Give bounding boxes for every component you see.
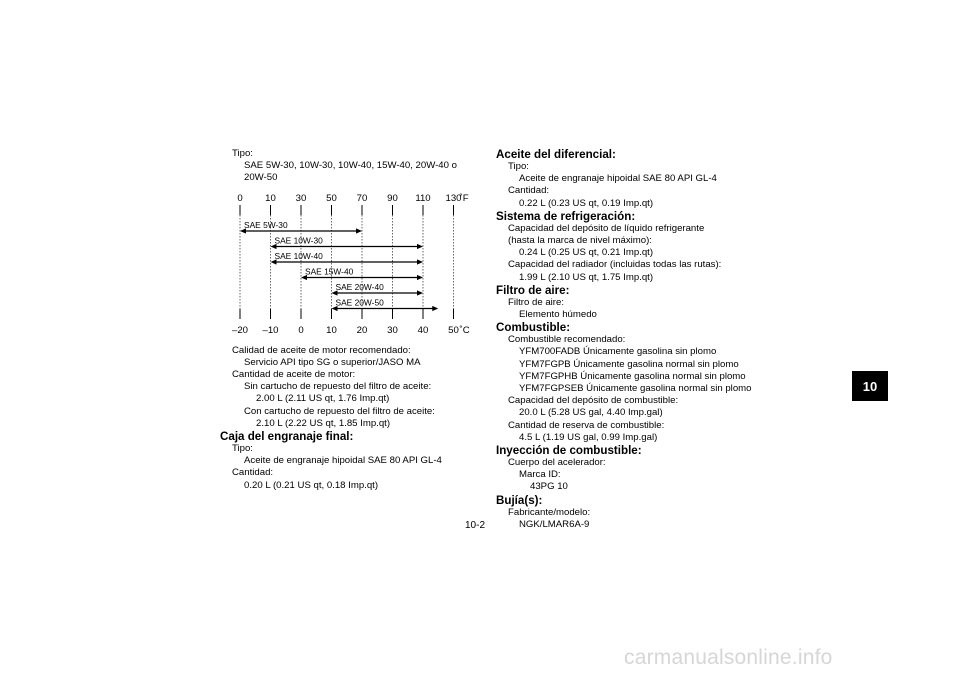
fuel-tank-label: Capacidad del depósito de combustible: [508,395,679,407]
fuel-reserve-value: 4.5 L (1.19 US gal, 0.99 Imp.gal) [519,431,658,443]
fuel-model-item: YFM7FGPHB Únicamente gasolina normal sin plomo [519,370,746,382]
throttle-body-label: Cuerpo del acelerador: [508,457,606,469]
spark-plug-label: Fabricante/modelo: [508,506,591,518]
range-bar-arrow-right [417,290,423,295]
celsius-tick-label: –20 [231,324,249,336]
coolant-reservoir-value: 0.24 L (0.25 US qt, 0.21 Imp.qt) [519,247,654,259]
fuel-tank-value: 20.0 L (5.28 US gal, 4.40 Imp.gal) [519,407,663,419]
final-gear-quantity-label: Cantidad: [232,467,274,479]
coolant-reservoir-label: Capacidad del depósito de líquido refrigerante (hasta la marca de nivel máximo): [508,222,705,247]
watermark: carmanualsonline.info [624,646,833,669]
fuel-reserve-label: Cantidad de reserva de combustible: [508,419,665,431]
air-filter-heading: Filtro de aire: [496,283,570,297]
fahrenheit-tick-label: 70 [356,192,368,204]
range-bar-label: SAE 15W-40 [305,266,354,277]
range-bar-arrow-right [417,244,423,249]
with-filter-value: 2.10 L (2.22 US qt, 1.85 Imp.qt) [256,417,391,429]
celsius-tick-label: 40 [417,324,429,336]
range-bar-label: SAE 10W-30 [274,235,323,246]
spark-plug-heading: Bujía(s): [496,493,543,507]
differential-type-value: Aceite de engranaje hipoidal SAE 80 API GL-4 [519,173,717,185]
fahrenheit-tick-label: 10 [265,192,276,204]
celsius-tick-label: 30 [387,324,398,336]
viscosity-chart [228,191,470,339]
fahrenheit-tick-label: 30 [295,192,307,204]
right-column [496,148,752,531]
range-bar-label: SAE 20W-50 [335,297,384,308]
fuel-heading: Combustible: [496,321,571,335]
celsius-tick-label: 20 [356,324,368,336]
fuel-model-item: YFM7FGPSEB Únicamente gasolina normal sin plomo [519,383,752,395]
page-number: 10-2 [465,520,486,531]
range-bar-label: SAE 5W-30 [244,219,288,230]
fahrenheit-tick-label: 110 [415,192,431,204]
spark-plug-value: NGK/LMAR6A-9 [519,518,590,530]
fahrenheit-unit-label: ˚F [459,192,469,204]
celsius-tick-label: 10 [326,324,337,336]
range-bar-arrow-right [432,306,438,311]
differential-quantity-label: Cantidad: [508,185,550,197]
id-mark-value: 43PG 10 [530,481,568,493]
oil-quantity-label: Cantidad de aceite de motor: [232,369,356,381]
air-filter-value: Elemento húmedo [519,309,597,321]
without-filter-value: 2.00 L (2.11 US qt, 1.76 Imp.qt) [256,393,390,405]
fahrenheit-tick-label: 50 [326,192,337,204]
chapter-tab: 10 [852,371,888,401]
oil-quality-label: Calidad de aceite de motor recomendado: [232,344,411,356]
celsius-tick-label: 0 [298,324,304,336]
radiator-capacity-label: Capacidad del radiador (incluidas todas las rutas): [508,259,722,271]
differential-quantity-value: 0.22 L (0.23 US qt, 0.19 Imp.qt) [519,197,654,209]
air-filter-label: Filtro de aire: [508,296,564,308]
fahrenheit-tick-label: 0 [237,192,243,204]
range-bar-label: SAE 10W-40 [274,250,323,261]
celsius-tick-label: 50 [448,324,459,336]
id-mark-label: Marca ID: [519,469,561,481]
final-gear-type-value: Aceite de engranaje hipoidal SAE 80 API GL-4 [244,455,442,467]
differential-type-label: Tipo: [508,161,529,172]
oil-quality-value: Servicio API tipo SG o superior/JASO MA [244,356,421,368]
celsius-unit-label: ˚C [459,324,470,336]
fuel-model-item: YFM700FADB Únicamente gasolina sin plomo [519,346,717,358]
celsius-tick-label: –10 [262,324,279,336]
fahrenheit-tick-label: 130 [445,192,462,204]
final-gear-heading: Caja del engranaje final: [220,430,354,444]
range-bar-arrow-right [417,259,423,264]
left-column [220,148,472,492]
oil-type-label: Tipo: [232,148,253,159]
fuel-recommended-label: Combustible recomendado: [508,334,626,346]
cooling-heading: Sistema de refrigeración: [496,209,636,223]
oil-type-value: SAE 5W-30, 10W-30, 10W-40, 15W-40, 20W-40 o 20W-50 [244,160,457,184]
without-filter-label: Sin cartucho de repuesto del filtro de aceite: [244,381,432,393]
range-bar-arrow-right [417,275,423,280]
final-gear-quantity-value: 0.20 L (0.21 US qt, 0.18 Imp.qt) [244,479,379,491]
range-bar-arrow-right [356,228,362,233]
range-bar-label: SAE 20W-40 [335,281,384,292]
radiator-capacity-value: 1.99 L (2.10 US qt, 1.75 Imp.qt) [519,271,654,283]
fuel-model-item: YFM7FGPB Únicamente gasolina normal sin plomo [519,358,739,370]
fuel-injection-heading: Inyección de combustible: [496,444,642,458]
final-gear-type-label: Tipo: [232,443,253,455]
with-filter-label: Con cartucho de repuesto del filtro de aceite: [244,405,435,417]
differential-heading: Aceite del diferencial: [496,148,616,161]
fahrenheit-tick-label: 90 [387,192,398,204]
